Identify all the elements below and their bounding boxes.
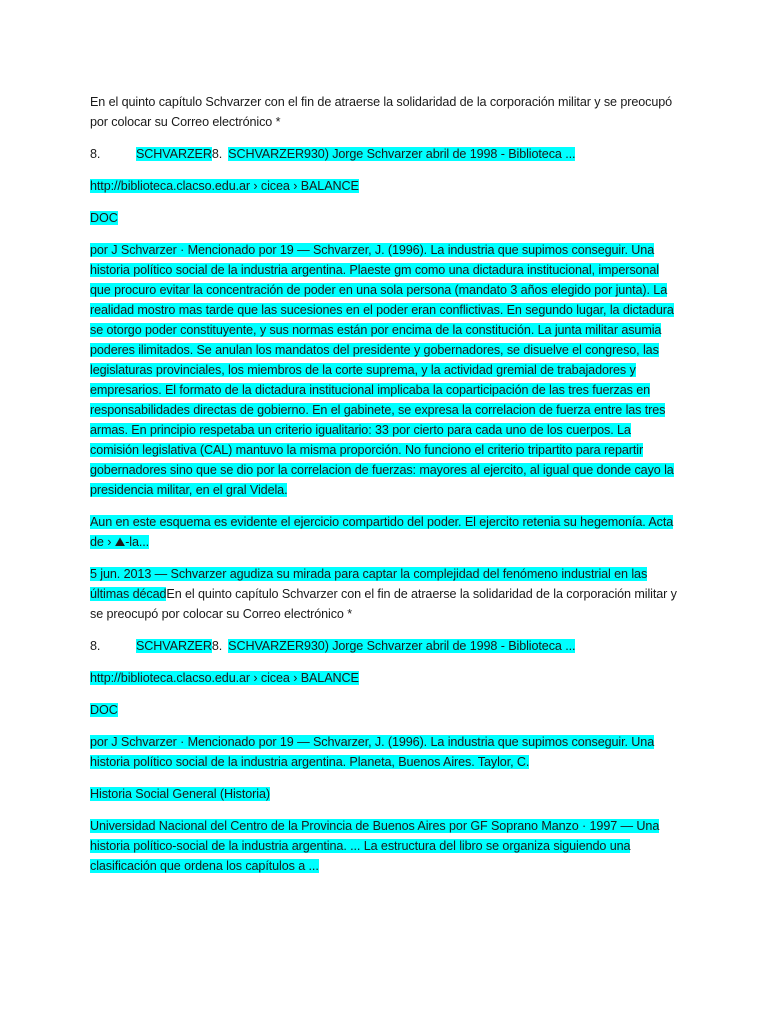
long-paragraph-text: por J Schvarzer · Mencionado por 19 — Schvarzer, J. (1996). La industria que supimos conseguir. Una historia político social de la industria argentina. Plaeste gm como una dictadura institucional, impersonal que procuro evitar la concentración de poder en una sola persona (mandato 3 años elegido por junta). La realidad mostro mas tarde que las sucesiones en el poder eran conflictivas. En segundo lugar, la dictadura se otorgo poder constituyente, y sus normas están por encima de la constitución. La junta militar asumia poderes ilimitados. Se anulan los mandatos del presidente y gobernadores, se disuelve el congreso, las legislaturas provinciales, los miembros de la corte suprema, y la actividad gremial de trabajadores y empresarios. El formato de la dictadura institucional implicaba la coparticipación de las tres fuerzas en responsabilidades directas de gobierno. En el gabinete, se expresa la correlacion de fuerza entre las tres armas. En principio respetaba un criterio igualitario: 33 por cierto para cada uno de los cuerpos. La comisión legislativa (CAL) mantuvo la misma proporción. No funciono el criterio tripartito para repartir gobernadores sino que se dio por la correlacion de fuerzas: mayores al ejercito, al igual que donde cayo la presidencia militar, en el gral Videla. — [90, 243, 674, 497]
historia-heading-text: Historia Social General (Historia) — [90, 787, 270, 801]
doc-label-a — [90, 208, 680, 228]
item-author-highlight: SCHVARZER — [136, 147, 212, 161]
list-item-8-b — [90, 636, 680, 656]
item-title-highlight: SCHVARZER930) Jorge Schvarzer abril de 1998 - Biblioteca ... — [228, 639, 576, 653]
link-line-b — [90, 668, 680, 688]
item-number-inline: 8. — [211, 147, 223, 161]
source-link-b[interactable]: http://biblioteca.clacso.edu.ar › cicea › BALANCE — [90, 671, 359, 685]
item-author-highlight: SCHVARZER — [136, 639, 212, 653]
aun-paragraph — [90, 512, 680, 552]
jun-paragraph — [90, 564, 680, 624]
list-item-8-a — [90, 144, 680, 164]
aun-paragraph-tail: -la... — [125, 535, 150, 549]
jun-highlighted-text: 5 jun. 2013 — Schvarzer agudiza su mirada para captar la complejidad del fenómeno industrial en las últimas décad — [90, 567, 648, 601]
mountain-icon: ⛰ — [114, 535, 126, 549]
intro-text: En el quinto capítulo Schvarzer con el fin de atraerse la solidaridad de la corporación militar y se preocupó por colocar su Correo electrónico * — [90, 95, 673, 129]
unicen-paragraph — [90, 816, 680, 876]
intro-paragraph — [90, 92, 680, 132]
item-number: 8. — [90, 639, 101, 653]
doc-label-text-a: DOC — [90, 211, 118, 225]
short-paragraph — [90, 732, 680, 772]
item-number-inline: 8. — [211, 639, 223, 653]
link-line-a — [90, 176, 680, 196]
jun-plain-text: En el quinto capítulo Schvarzer con el fin de atraerse la solidaridad de la corporación militar y se preocupó por colocar su Correo electrónico * — [90, 587, 677, 621]
doc-label-b — [90, 700, 680, 720]
historia-heading — [90, 784, 680, 804]
item-title-highlight: SCHVARZER930) Jorge Schvarzer abril de 1998 - Biblioteca ... — [228, 147, 576, 161]
item-number: 8. — [90, 147, 101, 161]
short-paragraph-text: por J Schvarzer · Mencionado por 19 — Schvarzer, J. (1996). La industria que supimos conseguir. Una historia político social de la industria argentina. Planeta, Buenos Aires. Taylor, C. — [90, 735, 655, 769]
source-link-a[interactable]: http://biblioteca.clacso.edu.ar › cicea › BALANCE — [90, 179, 359, 193]
aun-paragraph-text: Aun en este esquema es evidente el ejercicio compartido del poder. El ejercito retenia su hegemonía. Acta de › — [90, 515, 674, 549]
unicen-paragraph-text: Universidad Nacional del Centro de la Provincia de Buenos Aires por GF Soprano Manzo · 1997 — Una historia político-social de la industria argentina. ... La estructura del libro se organiza siguiendo una clasificación que ordena los capítulos a ... — [90, 819, 660, 873]
doc-label-text-b: DOC — [90, 703, 118, 717]
long-paragraph — [90, 240, 680, 500]
